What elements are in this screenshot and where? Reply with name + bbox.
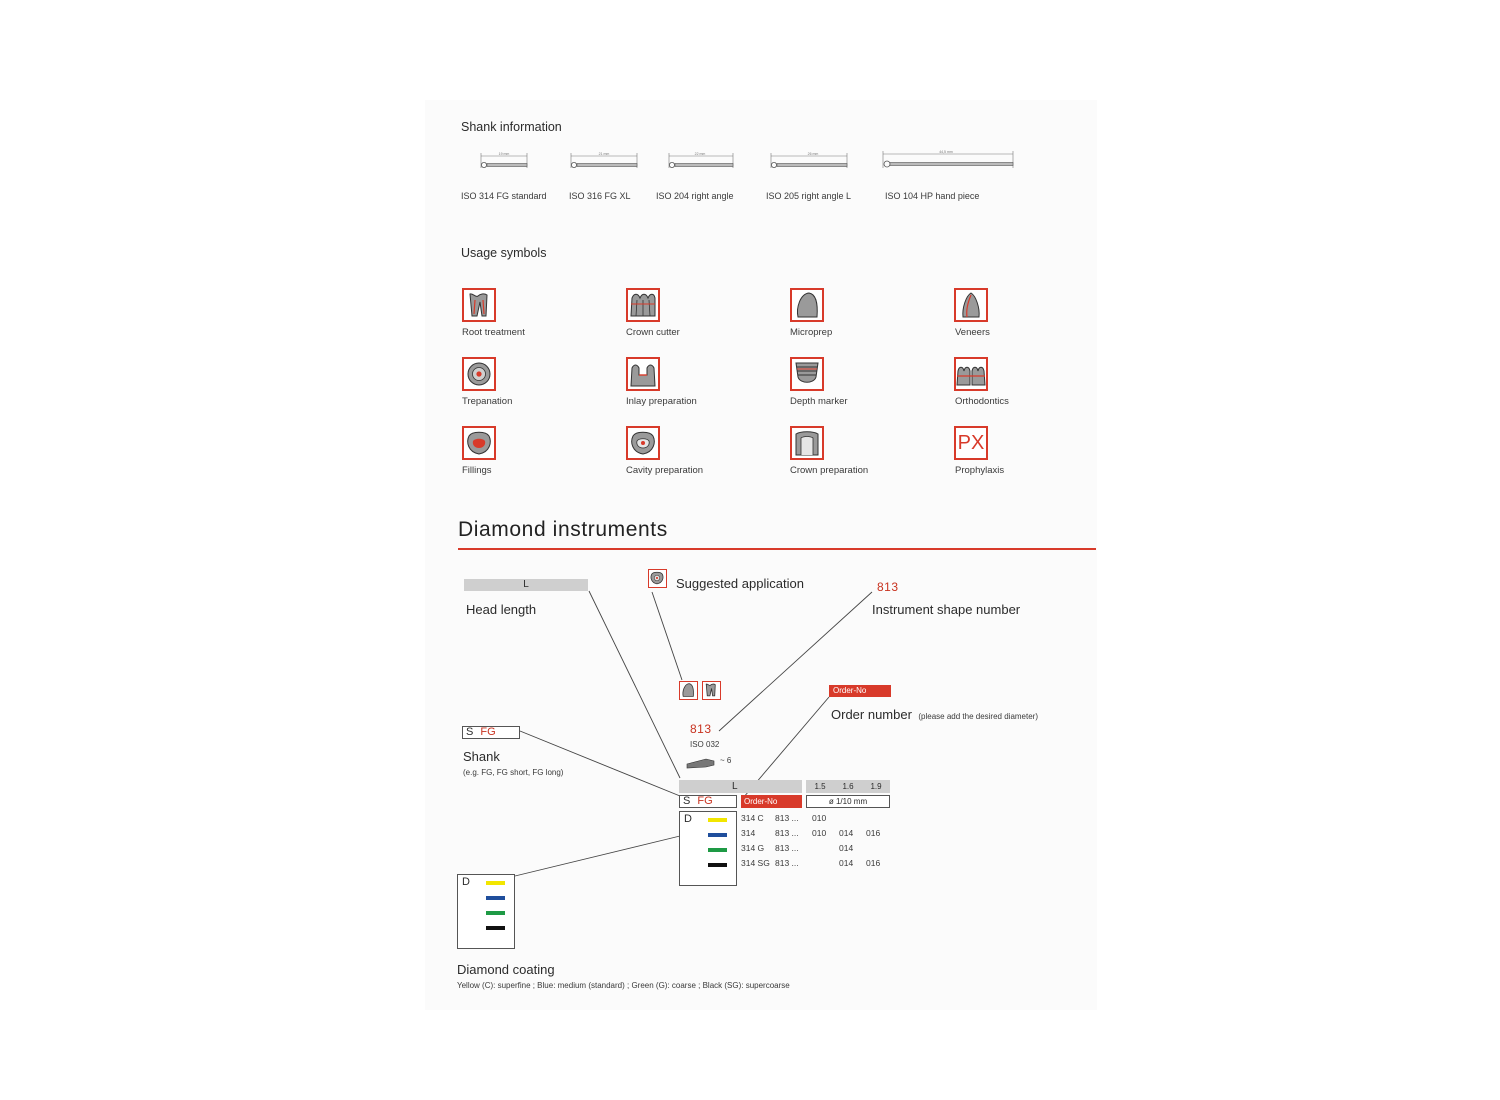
example-coating-box [679,811,737,886]
row3-order: 813 ... [775,843,799,853]
depth-marker-label: Depth marker [790,396,848,407]
row2-size2: 014 [839,828,854,838]
head-length-label: Head length [466,602,537,617]
inlay-preparation-label: Inlay preparation [626,396,697,407]
row4-size2: 014 [839,858,854,868]
shank-label-iso314: ISO 314 FG standard [461,191,547,201]
microprep-label: Microprep [790,327,833,338]
example-shank-s: S [683,795,691,807]
example-l-symbol: L [732,781,738,792]
veneers-label: Veneers [955,327,990,338]
diameter-2: 1.6 [842,782,854,791]
row3-size2: 014 [839,843,854,853]
example-coating-letter: D [684,813,692,825]
suggested-application-label: Suggested application [676,576,804,591]
shank-dim-iso316: 21 mm [598,152,610,156]
example-iso: ISO 032 [690,740,720,749]
shank-dim-iso205: 26 mm [807,152,819,156]
example-coating-green [708,848,727,852]
example-head-note: ~ 6 [720,756,732,765]
root-treatment-label: Root treatment [462,327,525,338]
coating-yellow [486,881,505,885]
prophylaxis-label: Prophylaxis [955,465,1005,476]
shank-dim-iso314: 19 mm [498,152,510,156]
coating-note: Yellow (C): superfine ; Blue: medium (standard) ; Green (G): coarse ; Black (SG): supercoarse [457,981,790,990]
order-number-tag: Order-No [829,685,891,697]
suggested-application-icon [648,569,667,588]
order-number-row [831,706,1038,724]
prophylaxis-glyph: PX [957,432,985,454]
order-number-label: Order number [831,707,912,722]
trepanation-label: Trepanation [462,396,513,407]
coating-box [457,874,515,949]
shank-section-title: Shank information [461,120,562,134]
diameter-1: 1.5 [814,782,826,791]
cavity-preparation-label: Cavity preparation [626,465,704,476]
crown-preparation-label: Crown preparation [790,465,869,476]
shank-box [462,726,520,739]
diameter-header [806,780,890,793]
example-coating-black [708,863,727,867]
coating-green [486,911,505,915]
example-microprep-icon [679,681,698,700]
diameter-unit: ø 1/10 mm [806,795,890,808]
shank-s: S [466,726,474,738]
shank-dim-iso204: 22 mm [694,152,706,156]
shank-fg: FG [480,726,496,738]
shank-label: Shank [463,749,500,764]
example-shank-box [679,795,737,808]
row4-order: 813 ... [775,858,799,868]
shape-number-label: Instrument shape number [872,602,1021,617]
shank-dim-iso104: 44,5 mm [939,150,953,154]
head-length-bar [464,579,588,591]
row4-size3: 016 [866,858,881,868]
usage-section-title: Usage symbols [461,246,547,260]
row1-size1: 010 [812,813,827,823]
crown-cutter-label: Crown cutter [626,327,680,338]
order-number-note: (please add the desired diameter) [918,712,1038,721]
coating-label: Diamond coating [457,962,555,977]
orthodontics-label: Orthodontics [955,396,1009,407]
shape-number-value: 813 [877,580,899,594]
fillings-label: Fillings [462,465,492,476]
row2-size3: 016 [866,828,881,838]
shank-label-iso104: ISO 104 HP hand piece [885,191,980,201]
example-root-treatment-icon [702,681,721,700]
example-shape-number: 813 [690,722,712,736]
bur-head-icon [686,755,718,774]
coating-black [486,926,505,930]
example-shank-fg: FG [697,795,713,807]
row2-iso: 314 [741,828,756,838]
shank-label-iso205: ISO 205 right angle L [766,191,852,201]
coating-letter: D [462,876,470,888]
example-order-tag: Order-No [741,795,802,808]
coating-blue [486,896,505,900]
diamond-section-title: Diamond instruments [458,518,668,541]
row3-iso: 314 G [741,843,765,853]
head-length-symbol: L [523,579,529,590]
row1-iso: 314 C [741,813,764,823]
diameter-3: 1.9 [870,782,882,791]
row2-size1: 010 [812,828,827,838]
row2-order: 813 ... [775,828,799,838]
shank-note: (e.g. FG, FG short, FG long) [463,768,564,777]
example-l-bar [679,780,802,793]
row4-iso: 314 SG [741,858,770,868]
shank-label-iso316: ISO 316 FG XL [569,191,631,201]
row1-order: 813 ... [775,813,799,823]
example-coating-yellow [708,818,727,822]
example-coating-blue [708,833,727,837]
shank-label-iso204: ISO 204 right angle [656,191,734,201]
